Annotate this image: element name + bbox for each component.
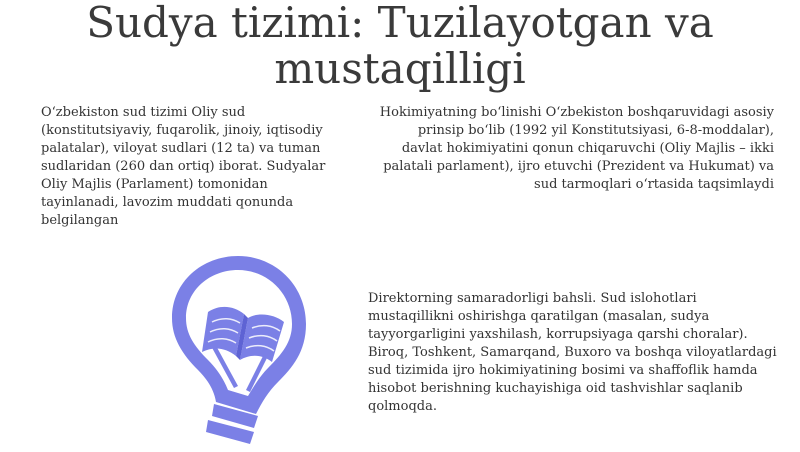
court-structure-text: O‘zbekiston sud tizimi Oliy sud (konstitutsiyaviy, fuqarolik, jinoiy, iqtisodiy palatalar), viloyat sudlari (12 ta) va tuman sudlaridan (260 dan ortiq) iborat. Sudyalar Oliy Majlis (Parlament) tomonidan tayinlanadi, lavozim muddati qonunda belgilangan xyxy=(41,105,326,228)
slide-title: Sudya tizimi: Tuzilayotgan va mustaqilligi xyxy=(86,0,714,93)
judicial-effectiveness-text: Direktorning samaradorligi bahsli. Sud islohotlari mustaqillikni oshirishga qaratilgan (masalan, sudya tayyorgarligini yaxshilash, korrupsiyaga qarshi choralar). Biroq, Toshkent, Samarqand, Buxoro va boshqa viloyatlardagi sud tizimida ijro hokimiyatining bosimi va shaffoflik hamda hisobot berishning kuchayishiga oid tashvishlar saqlanib qolmoqda. xyxy=(368,291,777,414)
lightbulb-book-icon xyxy=(150,252,310,452)
separation-of-powers-text: Hokimiyatning bo‘linishi O‘zbekiston boshqaruvidagi asosiy prinsip bo‘lib (1992 yil Konstitutsiyasi, 6-8-moddalar), davlat hokimiyatini qonun chiqaruvchi (Oliy Majlis – ikki palatali parlament), ijro etuvchi (Prezident va Hukumat) va sud tarmoqlari o‘rtasida taqsimlaydi xyxy=(379,105,774,192)
